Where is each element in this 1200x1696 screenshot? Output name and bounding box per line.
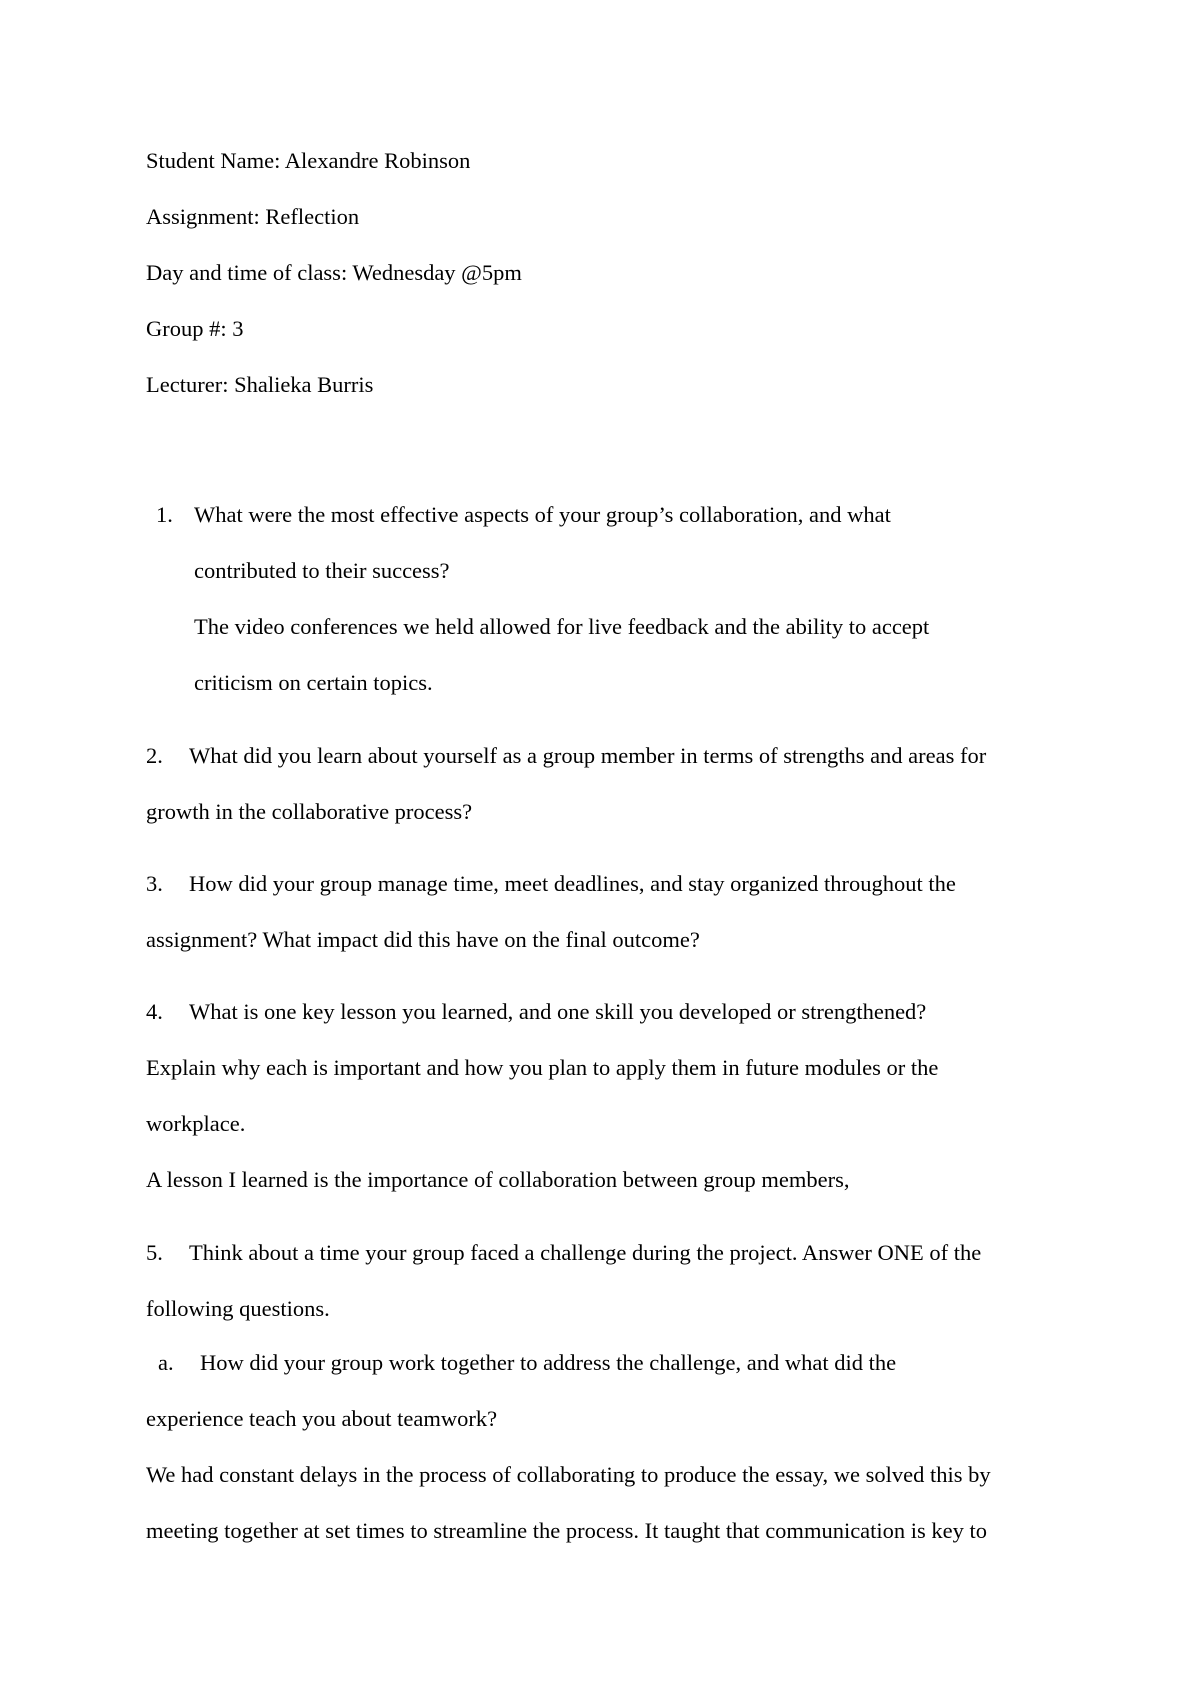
answer-5-line-1: We had constant delays in the process of collaborating to produce the essay, we solved this by bbox=[146, 1462, 991, 1487]
question-5a-line-2: experience teach you about teamwork? bbox=[146, 1406, 498, 1431]
lecturer-name: Lecturer: Shalieka Burris bbox=[146, 372, 374, 397]
question-3-line-2: assignment? What impact did this have on the final outcome? bbox=[146, 927, 700, 952]
answer-4-line-1: A lesson I learned is the importance of collaboration between group members, bbox=[146, 1167, 850, 1192]
question-4-line-3: workplace. bbox=[146, 1111, 246, 1136]
question-5a-line-1: How did your group work together to address the challenge, and what did the bbox=[200, 1350, 897, 1375]
question-4-line-1: What is one key lesson you learned, and one skill you developed or strengthened? bbox=[189, 999, 927, 1024]
question-5-line-1: Think about a time your group faced a challenge during the project. Answer ONE of the bbox=[189, 1240, 982, 1265]
assignment-title: Assignment: Reflection bbox=[146, 204, 360, 229]
question-2-number: 2. bbox=[146, 743, 163, 768]
student-name: Student Name: Alexandre Robinson bbox=[146, 148, 471, 173]
question-5-number: 5. bbox=[146, 1240, 163, 1265]
question-1-line-2: contributed to their success? bbox=[194, 558, 450, 583]
question-5-line-2: following questions. bbox=[146, 1296, 330, 1321]
question-5a-letter: a. bbox=[158, 1350, 174, 1375]
question-4-number: 4. bbox=[146, 999, 163, 1024]
answer-5-line-2: meeting together at set times to streamline the process. It taught that communication is key to bbox=[146, 1518, 988, 1543]
question-1-line-1: What were the most effective aspects of your group’s collaboration, and what bbox=[194, 502, 891, 527]
question-1-number: 1. bbox=[156, 502, 173, 527]
class-day-time: Day and time of class: Wednesday @5pm bbox=[146, 260, 522, 285]
answer-1-line-2: criticism on certain topics. bbox=[194, 670, 433, 695]
question-3-line-1: How did your group manage time, meet deadlines, and stay organized throughout the bbox=[189, 871, 956, 896]
group-number: Group #: 3 bbox=[146, 316, 244, 341]
question-3-number: 3. bbox=[146, 871, 163, 896]
question-4-line-2: Explain why each is important and how you plan to apply them in future modules or the bbox=[146, 1055, 939, 1080]
answer-1-line-1: The video conferences we held allowed for live feedback and the ability to accept bbox=[194, 614, 930, 639]
question-2-line-2: growth in the collaborative process? bbox=[146, 799, 473, 824]
question-2-line-1: What did you learn about yourself as a group member in terms of strengths and areas for bbox=[189, 743, 987, 768]
